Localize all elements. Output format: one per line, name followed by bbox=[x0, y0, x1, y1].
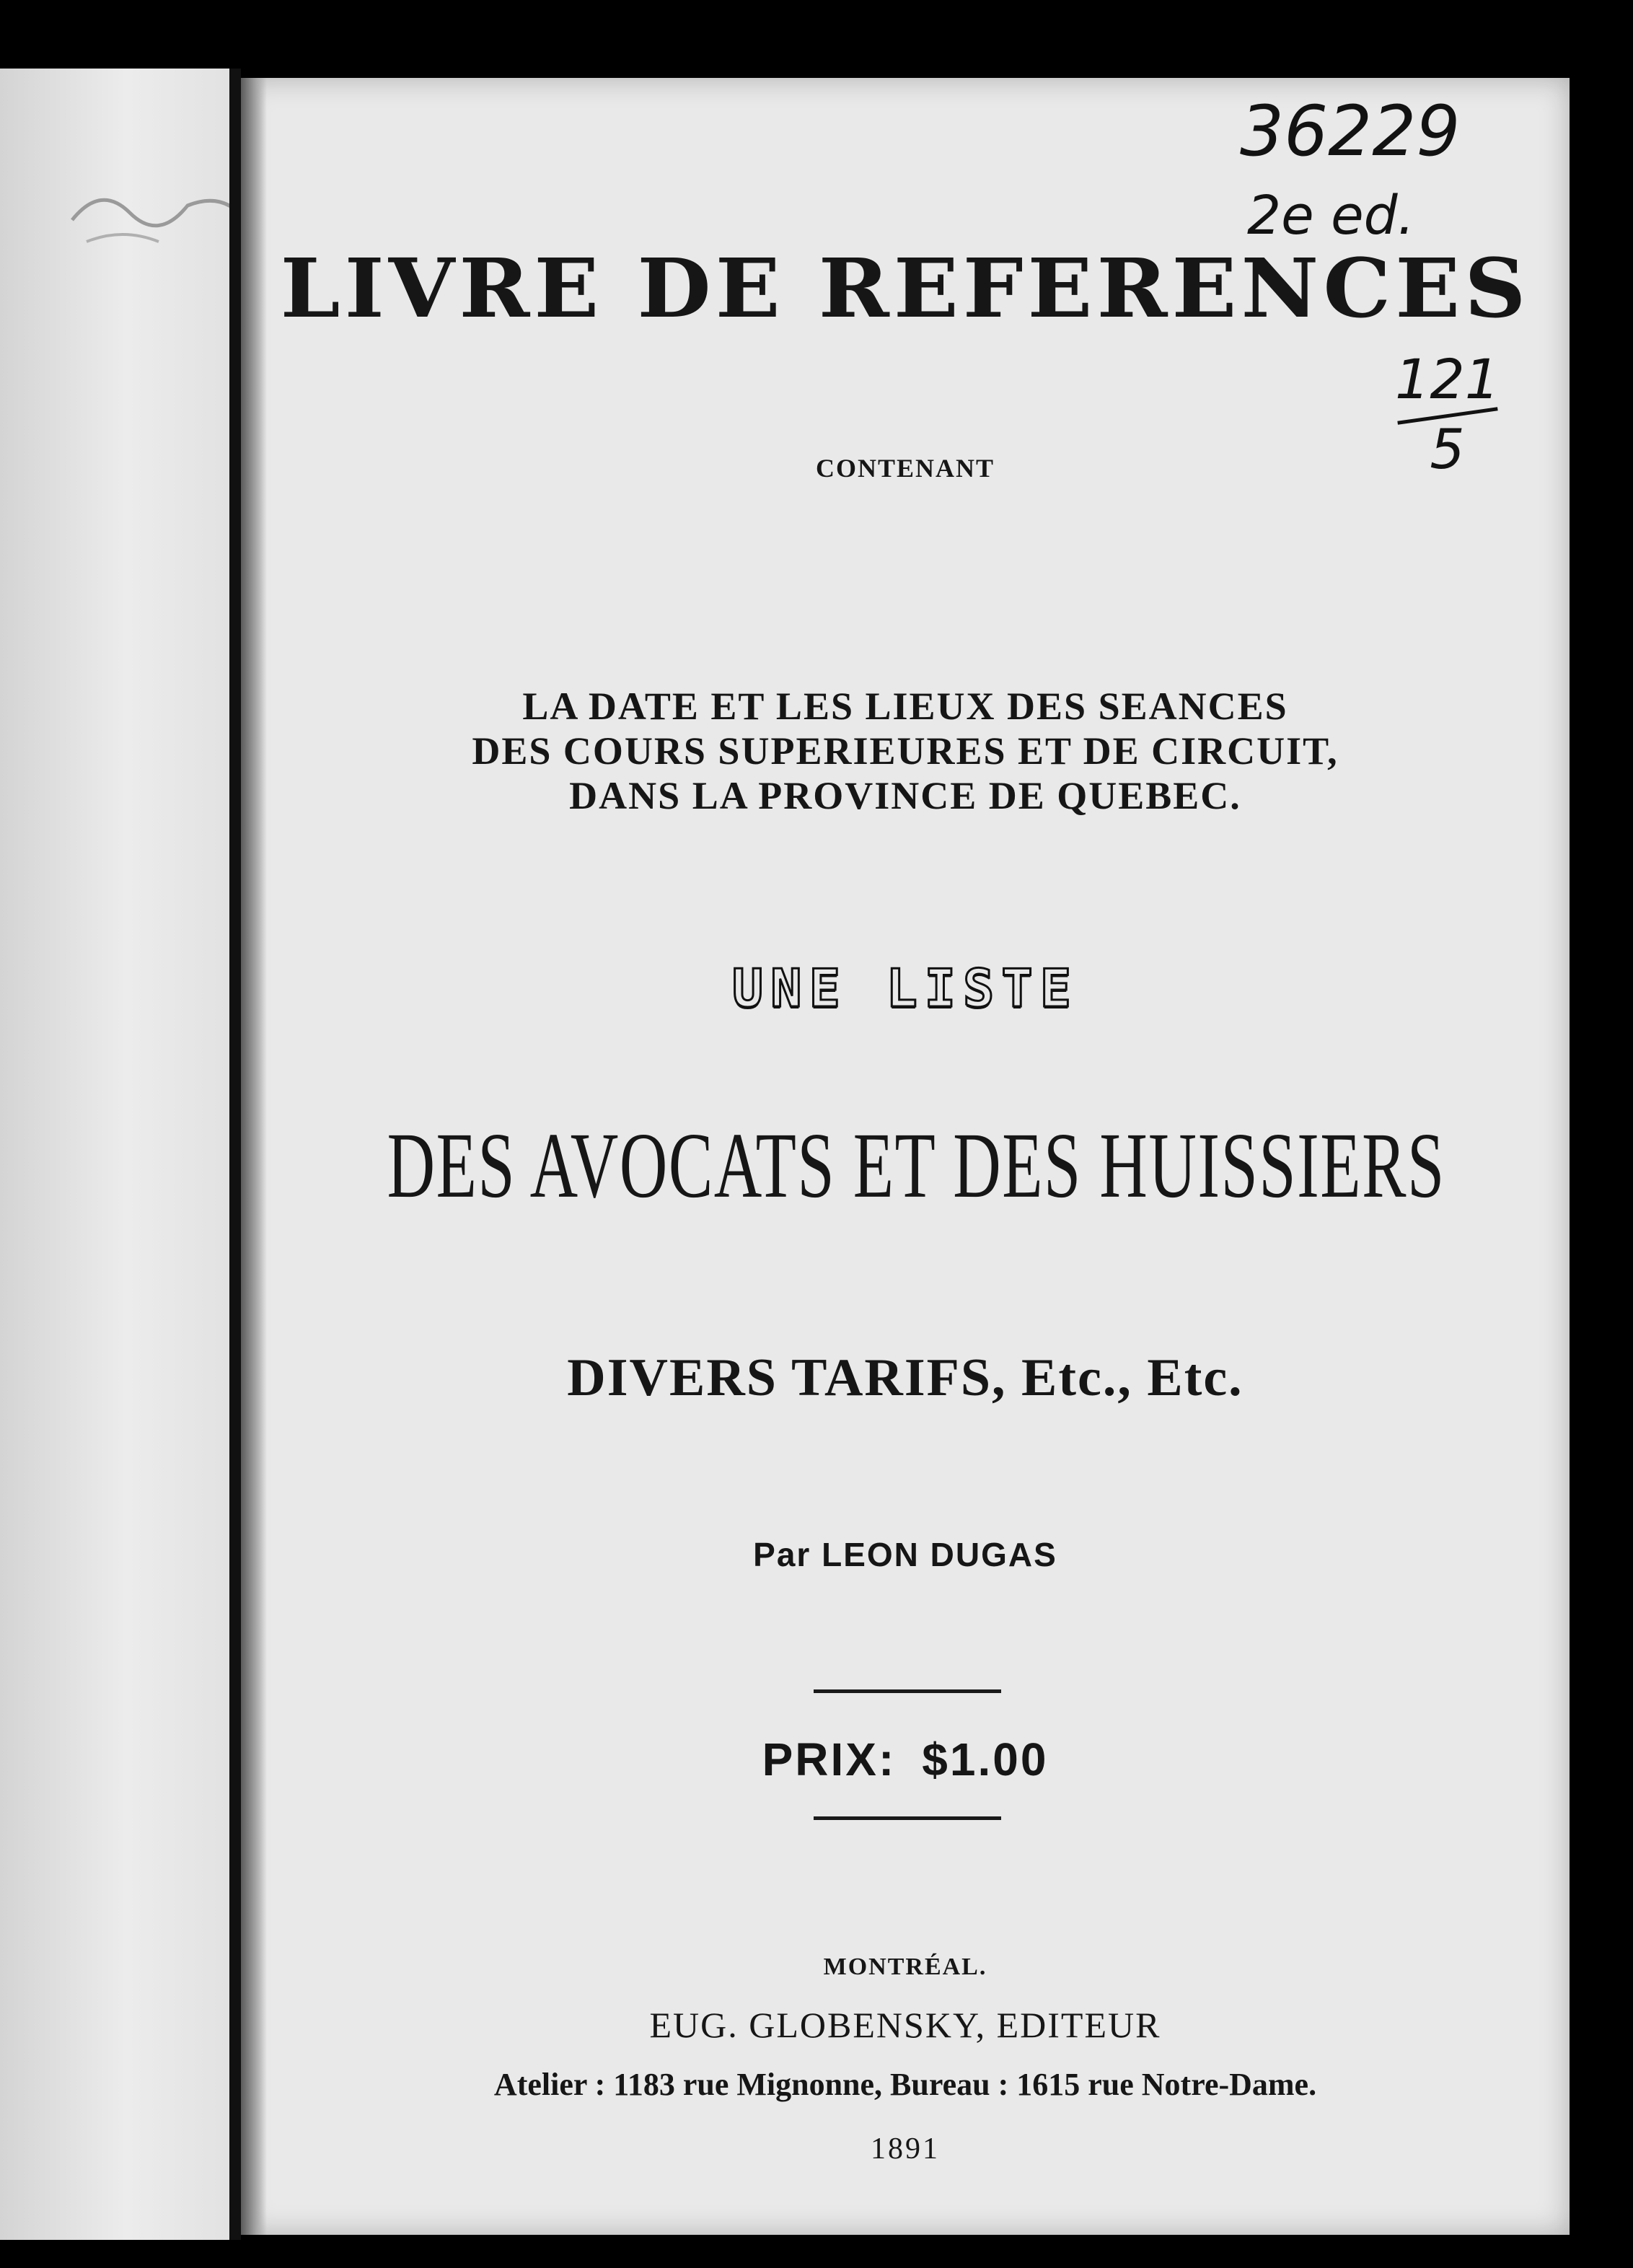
price-value: $1.00 bbox=[922, 1733, 1049, 1785]
handwritten-edition-note: 2e ed. bbox=[1247, 185, 1415, 247]
price-rule-bottom bbox=[814, 1816, 1001, 1820]
book-title: LIVRE DE REFERENCES bbox=[280, 240, 1531, 336]
author-line: Par LEON DUGAS bbox=[753, 1536, 1057, 1573]
title-page bbox=[241, 78, 1570, 2235]
publisher-city: MONTRÉAL. bbox=[823, 1953, 987, 1980]
handwritten-catalog-number: 36229 bbox=[1240, 91, 1461, 172]
une-liste-heading: UNE LISTE bbox=[731, 958, 1079, 1019]
shelf-mark-numerator: 121 bbox=[1395, 347, 1500, 411]
publisher-address: Atelier : 1183 rue Mignonne, Bureau : 1615 rue Notre-Dame. bbox=[493, 2067, 1317, 2102]
price-rule-top bbox=[814, 1689, 1001, 1693]
publication-year: 1891 bbox=[871, 2132, 940, 2166]
price-line bbox=[241, 1733, 1570, 1786]
description-block bbox=[241, 684, 1570, 818]
facing-page bbox=[0, 69, 229, 2240]
publisher-block bbox=[241, 1953, 1570, 2166]
tarifs-line: DIVERS TARIFS, Etc., Etc. bbox=[567, 1348, 1244, 1407]
shelf-mark-denominator: 5 bbox=[1430, 417, 1465, 481]
price-label: PRIX: bbox=[762, 1733, 897, 1785]
description-line-2: DES COURS SUPERIEURES ET DE CIRCUIT, bbox=[472, 729, 1339, 773]
avocats-heading: DES AVOCATS ET DES HUISSIERS bbox=[387, 1113, 1445, 1218]
description-line-1: LA DATE ET LES LIEUX DES SEANCES bbox=[522, 685, 1288, 728]
contenant-label: CONTENANT bbox=[815, 454, 995, 483]
page-gutter bbox=[229, 69, 241, 2240]
description-line-3: DANS LA PROVINCE DE QUEBEC. bbox=[569, 774, 1241, 817]
publisher-editor: EUG. GLOBENSKY, EDITEUR bbox=[649, 2005, 1161, 2045]
spine-shadow bbox=[241, 78, 267, 2235]
